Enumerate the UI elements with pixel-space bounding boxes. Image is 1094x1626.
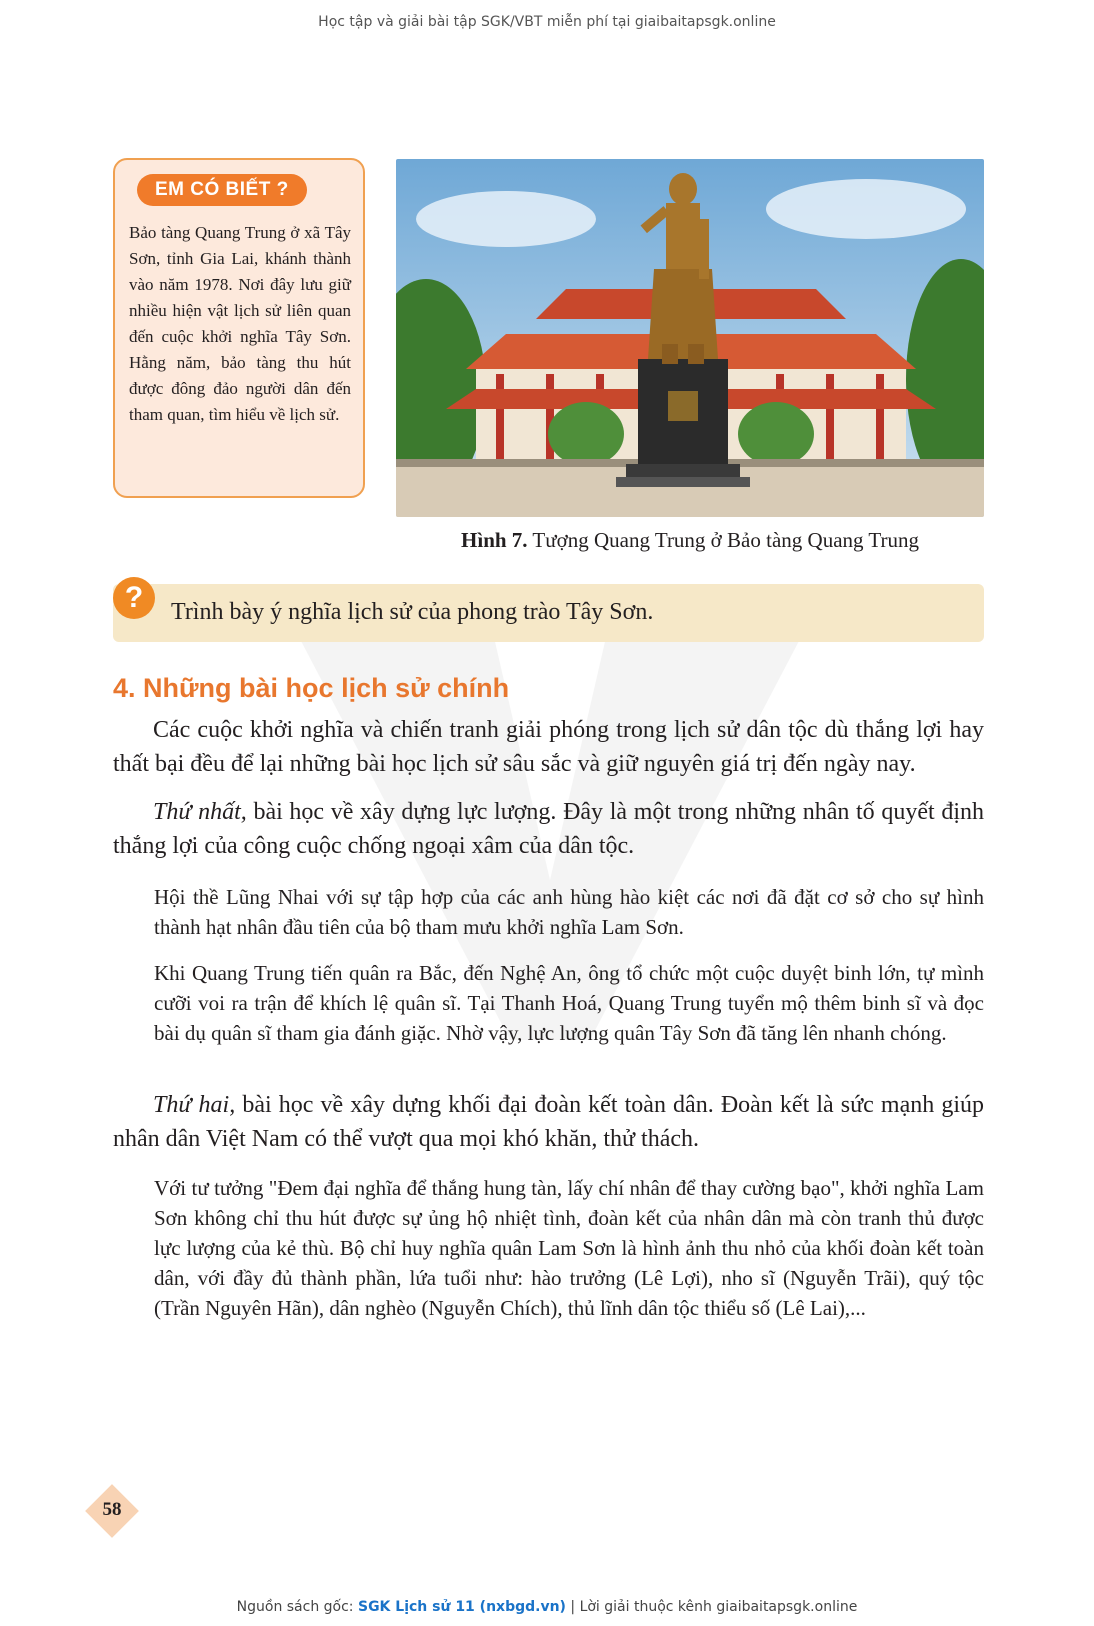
second-lesson-lead: Thứ hai, xyxy=(153,1092,236,1118)
footer-source-link[interactable]: SGK Lịch sử 11 (nxbgd.vn) xyxy=(357,1599,566,1615)
page-number: 58 xyxy=(102,1499,122,1520)
quote-lung-nhai: Hội thề Lũng Nhai với sự tập hợp của các anh hùng hào kiệt các nơi đã đặt cơ sở cho sự hình thành hạt nhân đầu tiên của bộ tham mưu khởi nghĩa Lam Sơn. xyxy=(154,885,984,939)
figure-caption-label: Hình 7. xyxy=(461,528,528,552)
footer-prefix: Nguồn sách gốc: xyxy=(236,1599,358,1615)
quote-lam-son: Với tư tưởng "Đem đại nghĩa để thắng hung tàn, lấy chí nhân để thay cường bạo", khởi nghĩa Lam Sơn không chỉ thu hút được sự ủng hộ nhiệt tình, đoàn kết của nhân dân mà còn tranh thủ được lực lượng của kẻ thù. Bộ chỉ huy nghĩa quân Lam Sơn là hình ảnh thu nhỏ của khối đoàn kết toàn dân, với đầy đủ thành phần, lứa tuổi như: hào trưởng (Lê Lợi), nho sĩ (Nguyễn Trãi), quý tộc (Trần Nguyên Hãn), dân nghèo (Nguyễn Chích), thủ lĩnh dân tộc thiểu số (Lê Lai),... xyxy=(154,1176,984,1320)
did-you-know-box xyxy=(113,158,365,498)
paragraph-intro-text: Các cuộc khởi nghĩa và chiến tranh giải phóng trong lịch sử dân tộc dù thắng lợi hay thất bại đều để lại những bài học lịch sử sâu sắc và giữ nguyên giá trị đến ngày nay. xyxy=(113,717,984,777)
question-text: Trình bày ý nghĩa lịch sử của phong trào Tây Sơn. xyxy=(171,599,654,625)
paragraph-second-lesson xyxy=(113,1088,984,1156)
quang-trung-statue-photo xyxy=(396,159,984,517)
did-you-know-badge: EM CÓ BIẾT ? xyxy=(137,174,307,206)
paragraph-intro xyxy=(113,713,984,781)
quote-quang-trung: Khi Quang Trung tiến quân ra Bắc, đến Nghệ An, ông tổ chức một cuộc duyệt binh lớn, tự mình cưỡi voi ra trận để khích lệ quân sĩ. Tại Thanh Hoá, Quang Trung tuyển mộ thêm binh sĩ và đọc bài dụ quân sĩ tham gia đánh giặc. Nhờ vậy, lực lượng quân Tây Sơn đã tăng lên nhanh chóng. xyxy=(154,961,984,1045)
footer-suffix: | Lời giải thuộc kênh giaibaitapsgk.online xyxy=(565,1599,858,1615)
did-you-know-text: Bảo tàng Quang Trung ở xã Tây Sơn, tỉnh Gia Lai, khánh thành vào năm 1978. Nơi đây lưu giữ nhiều hiện vật lịch sử liên quan đến cuộc khởi nghĩa Tây Sơn. Hằng năm, bảo tàng thu hút được đông đảo người dân đến tham quan, tìm hiểu về lịch sử. xyxy=(129,223,351,424)
question-mark-icon: ? xyxy=(113,577,155,619)
paragraph-first-lesson xyxy=(113,795,984,863)
page-footer xyxy=(0,1599,1094,1615)
figure-caption-text: Tượng Quang Trung ở Bảo tàng Quang Trung xyxy=(527,528,919,552)
section-heading: 4. Những bài học lịch sử chính xyxy=(113,673,510,703)
figure-caption xyxy=(396,528,984,553)
second-lesson-text: bài học về xây dựng khối đại đoàn kết toàn dân. Đoàn kết là sức mạnh giúp nhân dân Việt Nam có thể vượt qua mọi khó khăn, thử thách. xyxy=(113,1092,984,1152)
first-lesson-text: bài học về xây dựng lực lượng. Đây là một trong những nhân tố quyết định thắng lợi của công cuộc chống ngoại xâm của dân tộc. xyxy=(113,799,984,859)
page-header: Học tập và giải bài tập SGK/VBT miễn phí tại giaibaitapsgk.online xyxy=(318,14,776,30)
first-lesson-lead: Thứ nhất, xyxy=(153,799,247,825)
